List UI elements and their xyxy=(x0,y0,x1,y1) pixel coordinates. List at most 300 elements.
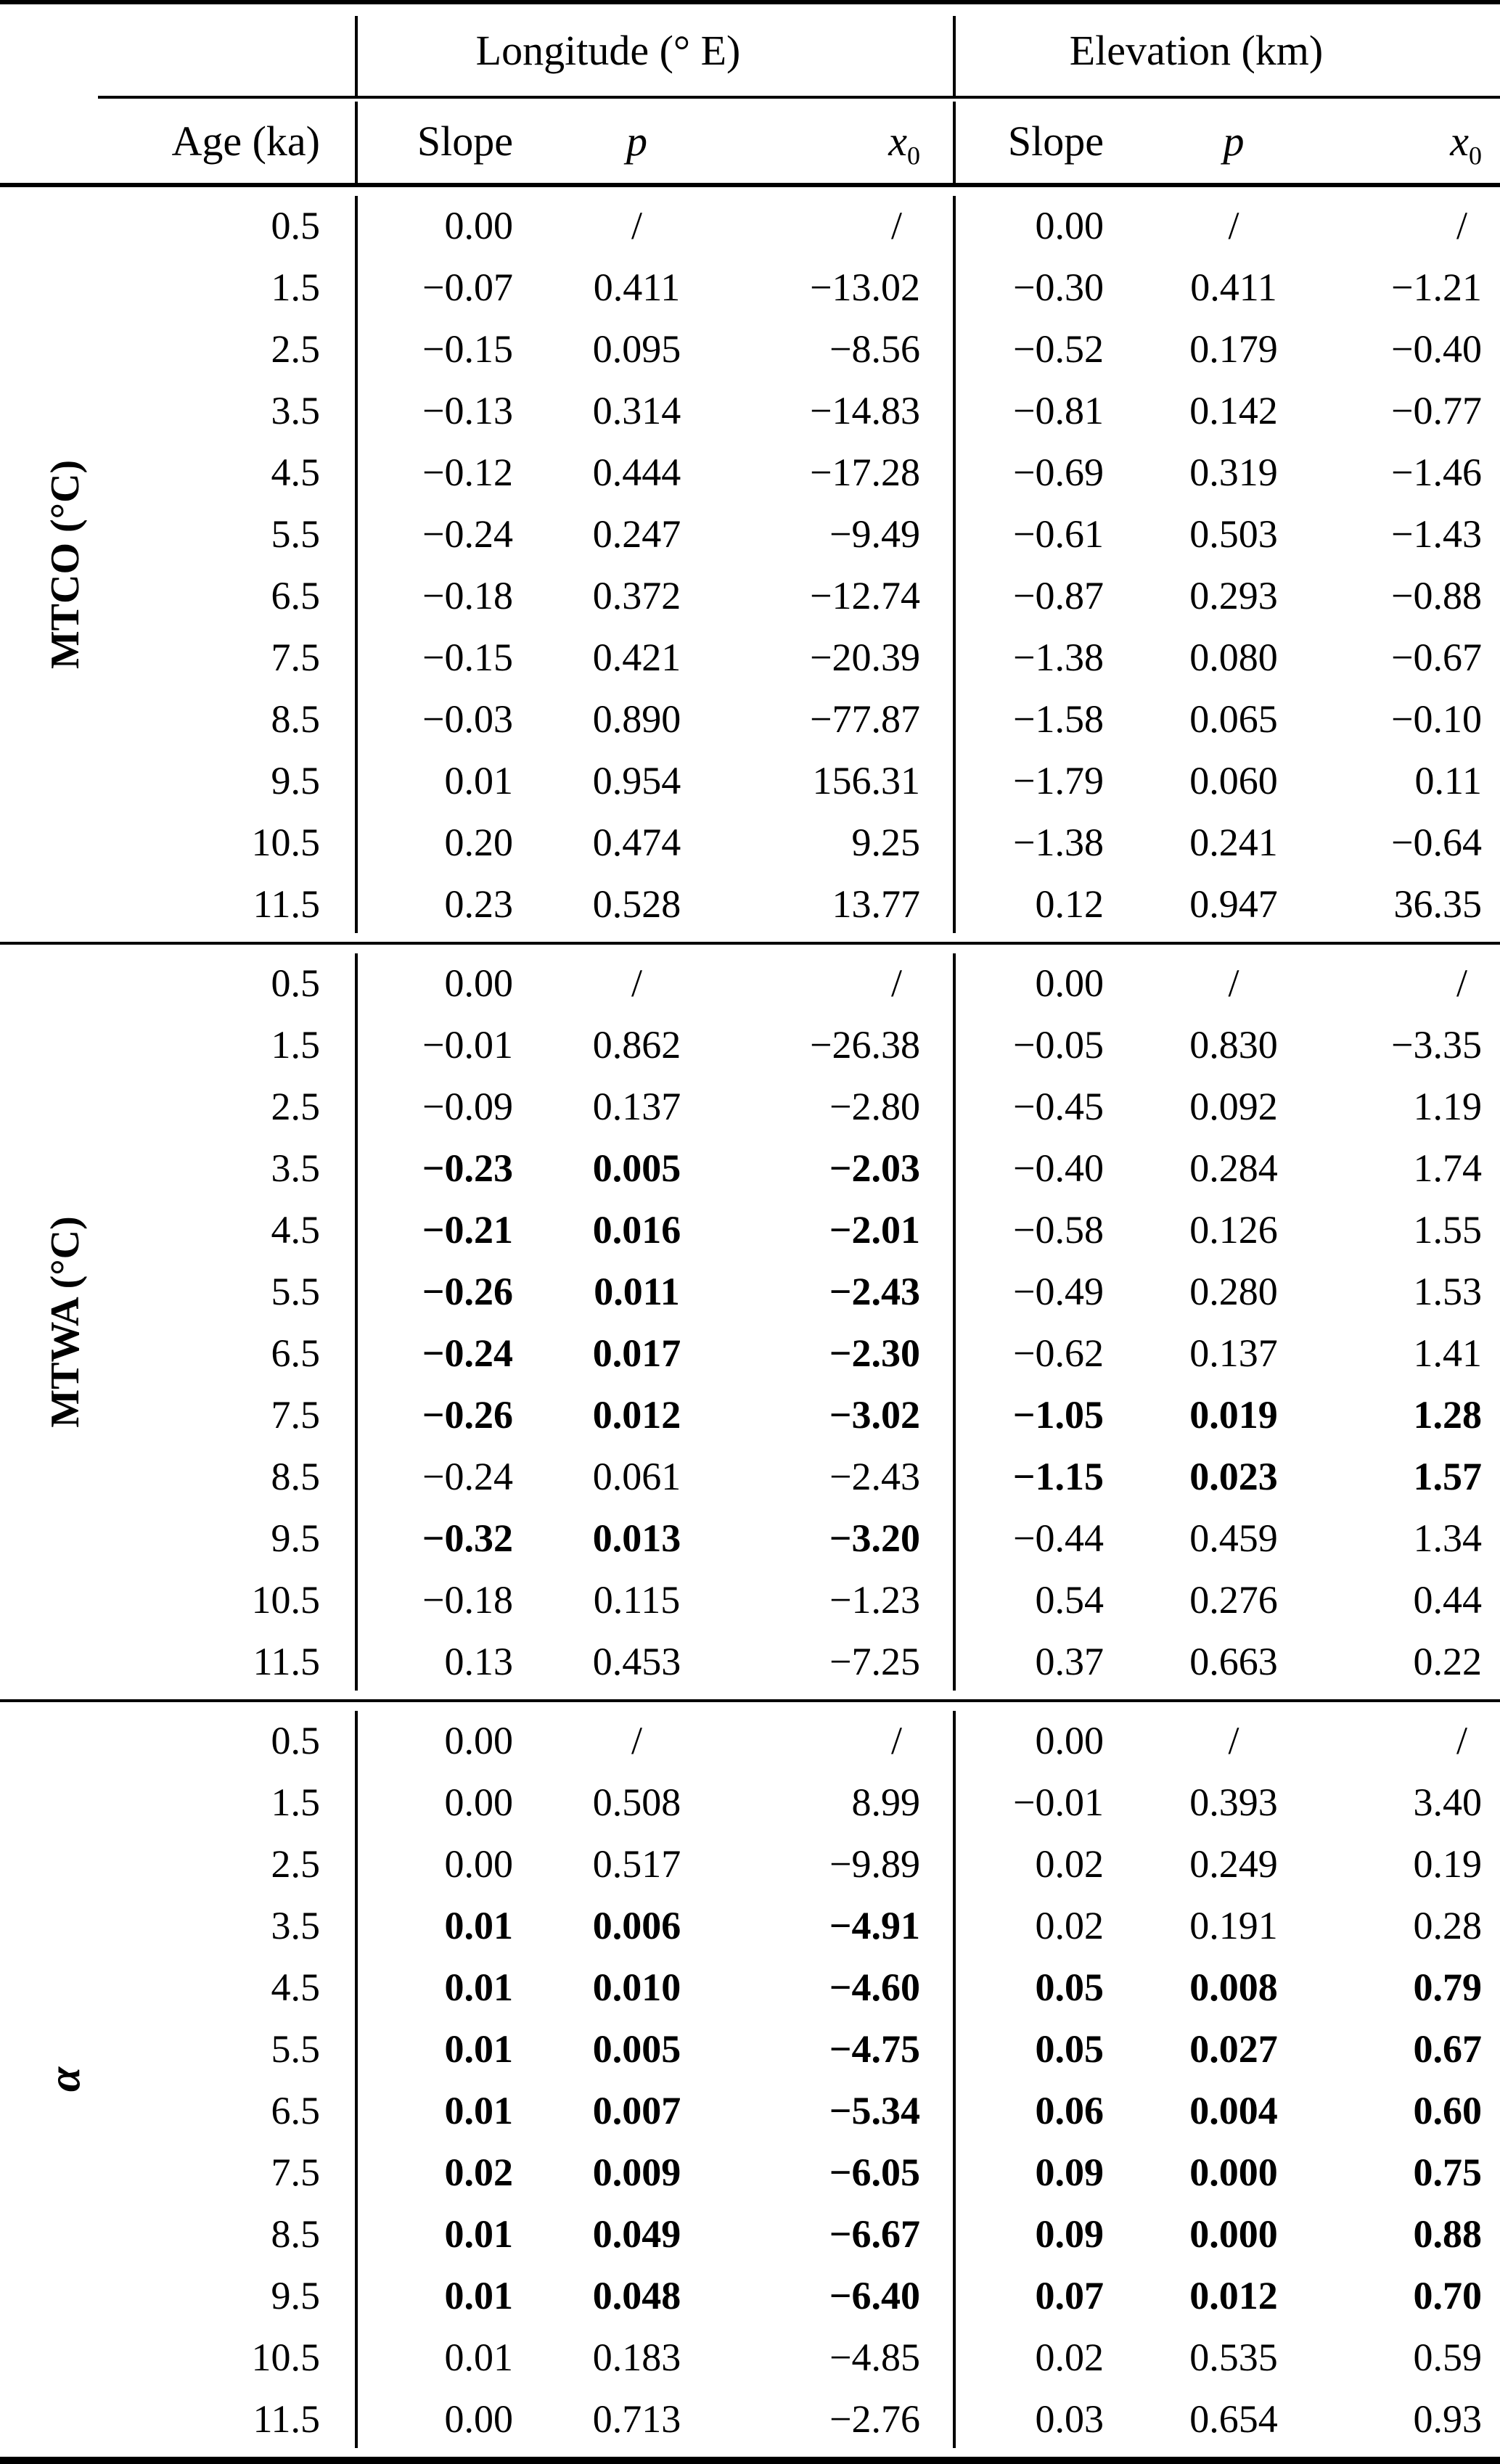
table-row xyxy=(0,1137,1500,1199)
cell-lon-slope: 0.23 xyxy=(444,882,513,926)
cell-elev-p: 0.459 xyxy=(1189,1516,1278,1560)
table-row xyxy=(0,2079,1500,2141)
cell-lon-x0: / xyxy=(890,203,902,247)
cell-elev-slope: −0.87 xyxy=(1013,573,1104,617)
cell-elev-slope: −1.79 xyxy=(1013,758,1104,802)
cell-lon-p: 0.474 xyxy=(592,820,681,864)
age-cell: 7.5 xyxy=(271,1392,320,1437)
age-cell: 3.5 xyxy=(271,1146,320,1190)
age-cell: 5.5 xyxy=(271,2026,320,2071)
cell-elev-p: 0.503 xyxy=(1189,512,1278,556)
cell-elev-slope: −0.62 xyxy=(1013,1331,1104,1375)
cell-elev-x0: −0.40 xyxy=(1391,327,1482,371)
cell-elev-x0: 0.79 xyxy=(1413,1965,1482,2009)
cell-elev-x0: −0.10 xyxy=(1391,697,1482,741)
cell-elev-slope: −0.40 xyxy=(1013,1146,1104,1190)
cell-lon-x0: −1.23 xyxy=(829,1577,920,1622)
group-header-elevation: Elevation (km) xyxy=(1069,26,1324,74)
cell-elev-slope: 0.54 xyxy=(1035,1577,1104,1622)
cell-elev-slope: −0.69 xyxy=(1013,450,1104,494)
cell-elev-p: 0.411 xyxy=(1190,265,1277,309)
table-row xyxy=(0,1384,1500,1445)
column-header-age: Age (ka) xyxy=(171,117,320,165)
cell-lon-p: / xyxy=(631,203,642,247)
cell-lon-slope: −0.24 xyxy=(422,1454,513,1498)
cell-lon-p: 0.013 xyxy=(592,1516,681,1560)
group-header-row xyxy=(0,4,1500,96)
cell-elev-slope: −1.38 xyxy=(1013,635,1104,679)
table-row xyxy=(0,1709,1500,1771)
cell-lon-p: 0.713 xyxy=(592,2397,681,2441)
cell-lon-p: 0.421 xyxy=(592,635,681,679)
cell-elev-p: 0.654 xyxy=(1189,2397,1278,2441)
cell-elev-x0: 1.74 xyxy=(1413,1146,1482,1190)
table-row xyxy=(0,2203,1500,2264)
cell-elev-slope: −0.81 xyxy=(1013,388,1104,432)
cell-elev-x0: 1.55 xyxy=(1413,1207,1482,1252)
table-row xyxy=(0,318,1500,379)
table-row xyxy=(0,952,1500,1014)
cell-lon-slope: −0.26 xyxy=(422,1392,513,1437)
cell-elev-slope: 0.02 xyxy=(1035,1841,1104,1886)
cell-elev-x0: −1.46 xyxy=(1391,450,1482,494)
cell-elev-p: 0.065 xyxy=(1189,697,1278,741)
cell-elev-slope: −0.05 xyxy=(1013,1022,1104,1067)
cell-lon-p: 0.017 xyxy=(592,1331,681,1375)
column-header-p-longitude: p xyxy=(626,117,647,165)
cell-lon-x0: −5.34 xyxy=(829,2088,920,2132)
column-divider xyxy=(355,196,358,933)
cell-elev-x0: −0.88 xyxy=(1391,573,1482,617)
column-divider xyxy=(355,1711,358,2448)
cell-lon-slope: −0.18 xyxy=(422,1577,513,1622)
cell-lon-slope: 0.02 xyxy=(444,2150,513,2194)
cell-lon-p: 0.010 xyxy=(592,1965,681,2009)
age-cell: 2.5 xyxy=(271,1084,320,1128)
age-cell: 6.5 xyxy=(271,573,320,617)
cell-lon-p: / xyxy=(631,961,642,1005)
cell-lon-x0: −6.67 xyxy=(829,2212,920,2256)
table-row xyxy=(0,1956,1500,2018)
cell-elev-x0: 1.19 xyxy=(1413,1084,1482,1128)
age-cell: 10.5 xyxy=(251,820,320,864)
table-header xyxy=(0,4,1500,183)
cell-elev-x0: 1.28 xyxy=(1413,1392,1482,1437)
cell-elev-p: 0.060 xyxy=(1189,758,1278,802)
age-cell: 9.5 xyxy=(271,1516,320,1560)
cell-elev-slope: −1.15 xyxy=(1012,1454,1104,1498)
table-row xyxy=(0,1075,1500,1137)
cell-lon-p: 0.890 xyxy=(592,697,681,741)
table-row xyxy=(0,194,1500,256)
cell-lon-slope: −0.32 xyxy=(422,1516,513,1560)
cell-elev-x0: / xyxy=(1456,203,1467,247)
cell-lon-slope: 0.00 xyxy=(444,1841,513,1886)
cell-elev-x0: −1.21 xyxy=(1391,265,1482,309)
column-divider xyxy=(953,196,956,933)
cell-elev-x0: 36.35 xyxy=(1393,882,1482,926)
cell-elev-slope: −1.38 xyxy=(1013,820,1104,864)
age-cell: 5.5 xyxy=(271,1269,320,1313)
cell-lon-p: 0.005 xyxy=(592,1146,681,1190)
cell-elev-x0: 0.88 xyxy=(1413,2212,1482,2256)
cell-elev-p: / xyxy=(1228,1718,1239,1762)
age-cell: 2.5 xyxy=(271,327,320,371)
cell-lon-slope: 0.20 xyxy=(444,820,513,864)
table-row xyxy=(0,379,1500,441)
cell-elev-p: 0.276 xyxy=(1189,1577,1278,1622)
section-mtco xyxy=(0,187,1500,942)
cell-elev-x0: / xyxy=(1456,1718,1467,1762)
cell-lon-x0: −4.85 xyxy=(829,2335,920,2379)
section-mtwa xyxy=(0,945,1500,1699)
cell-lon-x0: 8.99 xyxy=(851,1780,920,1824)
age-cell: 8.5 xyxy=(271,697,320,741)
column-header-x0-longitude xyxy=(708,117,954,171)
cell-elev-slope: 0.05 xyxy=(1035,1965,1104,2009)
cell-lon-slope: 0.01 xyxy=(444,2335,513,2379)
cell-lon-x0: −2.43 xyxy=(829,1269,920,1313)
column-divider xyxy=(953,953,956,1691)
cell-elev-p: 0.080 xyxy=(1189,635,1278,679)
table-row xyxy=(0,811,1500,873)
cell-elev-p: 0.008 xyxy=(1189,1965,1278,2009)
cell-elev-x0: 0.60 xyxy=(1413,2088,1482,2132)
age-cell: 9.5 xyxy=(271,2273,320,2317)
section-alpha xyxy=(0,1702,1500,2457)
cell-lon-p: 0.048 xyxy=(592,2273,681,2317)
cell-lon-slope: −0.24 xyxy=(422,1331,513,1375)
cell-elev-slope: 0.07 xyxy=(1035,2273,1104,2317)
table-row xyxy=(0,1771,1500,1833)
cell-lon-x0: −2.30 xyxy=(829,1331,920,1375)
age-cell: 6.5 xyxy=(271,2088,320,2132)
cell-lon-slope: −0.12 xyxy=(422,450,513,494)
age-cell: 0.5 xyxy=(271,1718,320,1762)
cell-lon-slope: 0.13 xyxy=(444,1639,513,1683)
cell-elev-x0: 1.53 xyxy=(1413,1269,1482,1313)
cell-lon-p: 0.115 xyxy=(593,1577,681,1622)
rotated-section-label-mtco: MTCO (°C) xyxy=(43,459,88,670)
cell-lon-x0: 156.31 xyxy=(812,758,920,802)
cell-elev-slope: −0.01 xyxy=(1013,1780,1104,1824)
cell-lon-p: 0.009 xyxy=(592,2150,681,2194)
cell-lon-slope: −0.07 xyxy=(422,265,513,309)
table-row xyxy=(0,441,1500,503)
cell-lon-x0: −17.28 xyxy=(810,450,920,494)
cell-elev-slope: 0.03 xyxy=(1035,2397,1104,2441)
cell-lon-slope: 0.00 xyxy=(444,2397,513,2441)
cell-lon-x0: −2.43 xyxy=(829,1454,920,1498)
cell-lon-p: 0.011 xyxy=(594,1269,680,1313)
cell-elev-p: 0.535 xyxy=(1189,2335,1278,2379)
cell-elev-x0: 3.40 xyxy=(1413,1780,1482,1824)
cell-lon-p: 0.006 xyxy=(592,1903,681,1947)
age-cell: 10.5 xyxy=(251,2335,320,2379)
cell-elev-slope: 0.12 xyxy=(1035,882,1104,926)
cell-lon-x0: −4.60 xyxy=(829,1965,920,2009)
cell-elev-p: 0.241 xyxy=(1189,820,1278,864)
age-cell: 2.5 xyxy=(271,1841,320,1886)
cell-lon-x0: −9.89 xyxy=(829,1841,920,1886)
cell-elev-p: 0.319 xyxy=(1189,450,1278,494)
table-row xyxy=(0,688,1500,750)
age-cell: 9.5 xyxy=(271,758,320,802)
cell-elev-x0: / xyxy=(1456,961,1467,1005)
cell-lon-x0: −6.05 xyxy=(829,2150,920,2194)
cell-elev-slope: −0.49 xyxy=(1013,1269,1104,1313)
cell-elev-p: 0.280 xyxy=(1189,1269,1278,1313)
cell-elev-slope: −0.30 xyxy=(1013,265,1104,309)
cell-lon-slope: 0.00 xyxy=(444,203,513,247)
cell-lon-slope: 0.01 xyxy=(444,2026,513,2071)
table-row xyxy=(0,2388,1500,2449)
cell-elev-p: 0.004 xyxy=(1189,2088,1278,2132)
cell-elev-x0: 0.28 xyxy=(1413,1903,1482,1947)
cell-elev-slope: −0.45 xyxy=(1013,1084,1104,1128)
table-row xyxy=(0,1260,1500,1322)
cell-elev-x0: −1.43 xyxy=(1391,512,1482,556)
cell-elev-p: 0.179 xyxy=(1189,327,1278,371)
cell-lon-slope: −0.09 xyxy=(422,1084,513,1128)
column-header-slope-elevation: Slope xyxy=(1007,117,1104,165)
age-cell: 6.5 xyxy=(271,1331,320,1375)
rotated-section-label-alpha: α xyxy=(40,2066,90,2093)
cell-lon-slope: 0.01 xyxy=(444,2273,513,2317)
cell-lon-x0: −14.83 xyxy=(810,388,920,432)
age-cell: 5.5 xyxy=(271,512,320,556)
x0-symbol: x xyxy=(1450,117,1470,165)
cell-elev-slope: −0.61 xyxy=(1013,512,1104,556)
table-row xyxy=(0,564,1500,626)
cell-elev-slope: 0.09 xyxy=(1035,2212,1104,2256)
table-row xyxy=(0,1630,1500,1692)
cell-lon-slope: −0.15 xyxy=(422,327,513,371)
cell-lon-slope: 0.00 xyxy=(444,1718,513,1762)
age-cell: 4.5 xyxy=(271,450,320,494)
column-header-x0-elevation xyxy=(1303,117,1500,171)
cell-lon-slope: 0.01 xyxy=(444,1903,513,1947)
cell-elev-p: / xyxy=(1228,203,1239,247)
cell-elev-slope: 0.00 xyxy=(1035,961,1104,1005)
cell-elev-x0: 0.59 xyxy=(1413,2335,1482,2379)
table-row xyxy=(0,2326,1500,2388)
table-row xyxy=(0,503,1500,564)
cell-lon-x0: −4.91 xyxy=(829,1903,920,1947)
cell-lon-x0: −13.02 xyxy=(810,265,920,309)
cell-lon-x0: −2.76 xyxy=(829,2397,920,2441)
cell-lon-slope: 0.01 xyxy=(444,2212,513,2256)
cell-elev-x0: 0.44 xyxy=(1413,1577,1482,1622)
age-cell: 8.5 xyxy=(271,2212,320,2256)
table-row xyxy=(0,2141,1500,2203)
cell-elev-slope: −0.58 xyxy=(1013,1207,1104,1252)
table-row xyxy=(0,2018,1500,2079)
table-bottom-rule xyxy=(0,2457,1500,2464)
cell-lon-p: 0.007 xyxy=(592,2088,681,2132)
cell-lon-p: 0.247 xyxy=(592,512,681,556)
table-row xyxy=(0,2264,1500,2326)
x0-subscript: 0 xyxy=(1469,141,1482,171)
cell-elev-x0: −0.64 xyxy=(1391,820,1482,864)
cell-lon-slope: 0.00 xyxy=(444,1780,513,1824)
cell-lon-x0: −20.39 xyxy=(810,635,920,679)
cell-elev-slope: −0.44 xyxy=(1013,1516,1104,1560)
cell-lon-x0: −26.38 xyxy=(810,1022,920,1067)
age-cell: 7.5 xyxy=(271,635,320,679)
cell-lon-p: 0.862 xyxy=(592,1022,681,1067)
table-row xyxy=(0,873,1500,935)
column-header-row xyxy=(0,99,1500,183)
age-cell: 0.5 xyxy=(271,203,320,247)
cell-lon-slope: −0.26 xyxy=(422,1269,513,1313)
cell-lon-x0: −3.20 xyxy=(829,1516,920,1560)
cell-lon-p: 0.005 xyxy=(592,2026,681,2071)
cell-lon-slope: 0.00 xyxy=(444,961,513,1005)
table-row xyxy=(0,1894,1500,1956)
cell-elev-x0: 1.41 xyxy=(1413,1331,1482,1375)
x0-subscript: 0 xyxy=(907,141,920,171)
table-row xyxy=(0,1445,1500,1507)
cell-lon-p: 0.016 xyxy=(592,1207,681,1252)
cell-elev-x0: 0.75 xyxy=(1413,2150,1482,2194)
cell-elev-slope: 0.02 xyxy=(1035,2335,1104,2379)
cell-elev-p: 0.293 xyxy=(1189,573,1278,617)
column-divider xyxy=(953,1711,956,2448)
cell-elev-x0: 0.11 xyxy=(1414,758,1482,802)
table-row xyxy=(0,626,1500,688)
x0-symbol: x xyxy=(888,117,908,165)
cell-elev-slope: 0.37 xyxy=(1035,1639,1104,1683)
cell-lon-p: 0.453 xyxy=(592,1639,681,1683)
cell-lon-x0: −2.03 xyxy=(829,1146,920,1190)
cell-lon-slope: 0.01 xyxy=(444,758,513,802)
cell-elev-p: 0.027 xyxy=(1189,2026,1278,2071)
cell-elev-x0: 0.19 xyxy=(1413,1841,1482,1886)
age-cell: 11.5 xyxy=(253,882,320,926)
age-cell: 10.5 xyxy=(251,1577,320,1622)
cell-elev-x0: −0.77 xyxy=(1391,388,1482,432)
cell-elev-p: 0.092 xyxy=(1189,1084,1278,1128)
cell-elev-x0: 0.70 xyxy=(1413,2273,1482,2317)
cell-lon-p: 0.508 xyxy=(592,1780,681,1824)
cell-lon-x0: −77.87 xyxy=(810,697,920,741)
cell-lon-p: 0.183 xyxy=(592,2335,681,2379)
age-cell: 1.5 xyxy=(271,1780,320,1824)
cell-elev-x0: −3.35 xyxy=(1391,1022,1482,1067)
cell-lon-p: 0.095 xyxy=(592,327,681,371)
age-cell: 11.5 xyxy=(253,2397,320,2441)
cell-lon-slope: −0.03 xyxy=(422,697,513,741)
age-cell: 1.5 xyxy=(271,265,320,309)
cell-elev-slope: −1.58 xyxy=(1013,697,1104,741)
cell-elev-p: 0.830 xyxy=(1189,1022,1278,1067)
cell-elev-p: 0.663 xyxy=(1189,1639,1278,1683)
cell-elev-p: 0.000 xyxy=(1189,2150,1278,2194)
cell-elev-x0: 1.57 xyxy=(1413,1454,1482,1498)
cell-elev-p: 0.126 xyxy=(1189,1207,1278,1252)
table-row xyxy=(0,1569,1500,1630)
cell-lon-slope: 0.01 xyxy=(444,2088,513,2132)
cell-lon-x0: 9.25 xyxy=(851,820,920,864)
cell-lon-p: 0.954 xyxy=(592,758,681,802)
cell-lon-x0: −3.02 xyxy=(829,1392,920,1437)
cell-lon-x0: −8.56 xyxy=(829,327,920,371)
cell-lon-slope: −0.18 xyxy=(422,573,513,617)
cell-lon-p: / xyxy=(631,1718,642,1762)
age-cell: 0.5 xyxy=(271,961,320,1005)
table-body xyxy=(0,187,1500,2457)
cell-lon-x0: −2.80 xyxy=(829,1084,920,1128)
cell-lon-x0: −12.74 xyxy=(810,573,920,617)
cell-elev-p: 0.142 xyxy=(1189,388,1278,432)
table-row xyxy=(0,1322,1500,1384)
cell-elev-p: 0.191 xyxy=(1189,1903,1278,1947)
cell-elev-x0: 0.93 xyxy=(1413,2397,1482,2441)
cell-elev-p: 0.249 xyxy=(1189,1841,1278,1886)
cell-lon-p: 0.314 xyxy=(592,388,681,432)
cell-elev-slope: 0.02 xyxy=(1035,1903,1104,1947)
age-cell: 4.5 xyxy=(271,1965,320,2009)
cell-lon-x0: −2.01 xyxy=(829,1207,920,1252)
age-cell: 8.5 xyxy=(271,1454,320,1498)
cell-elev-slope: −1.05 xyxy=(1012,1392,1104,1437)
cell-elev-p: 0.947 xyxy=(1189,882,1278,926)
cell-lon-p: 0.372 xyxy=(592,573,681,617)
cell-lon-slope: −0.01 xyxy=(422,1022,513,1067)
cell-elev-x0: 0.67 xyxy=(1413,2026,1482,2071)
table-row xyxy=(0,1833,1500,1894)
cell-elev-slope: 0.09 xyxy=(1035,2150,1104,2194)
table-row xyxy=(0,256,1500,318)
cell-elev-x0: 1.34 xyxy=(1413,1516,1482,1560)
age-cell: 4.5 xyxy=(271,1207,320,1252)
cell-lon-x0: 13.77 xyxy=(832,882,920,926)
column-divider xyxy=(355,953,358,1691)
group-header-longitude: Longitude (° E) xyxy=(475,26,741,74)
cell-elev-p: 0.393 xyxy=(1189,1780,1278,1824)
cell-elev-slope: 0.00 xyxy=(1035,1718,1104,1762)
cell-lon-x0: −6.40 xyxy=(829,2273,920,2317)
cell-lon-p: 0.411 xyxy=(593,265,681,309)
cell-lon-slope: −0.23 xyxy=(422,1146,513,1190)
cell-lon-x0: −4.75 xyxy=(829,2026,920,2071)
cell-lon-p: 0.061 xyxy=(592,1454,681,1498)
cell-lon-x0: −9.49 xyxy=(829,512,920,556)
cell-elev-p: / xyxy=(1228,961,1239,1005)
table-row xyxy=(0,1507,1500,1569)
rotated-section-label-mtwa: MTWA (°C) xyxy=(43,1216,88,1428)
table-row xyxy=(0,1014,1500,1075)
age-cell: 3.5 xyxy=(271,388,320,432)
table-row xyxy=(0,1199,1500,1260)
cell-lon-x0: −7.25 xyxy=(829,1639,920,1683)
cell-lon-x0: / xyxy=(890,961,902,1005)
cell-elev-p: 0.000 xyxy=(1189,2212,1278,2256)
cell-elev-p: 0.137 xyxy=(1189,1331,1278,1375)
table-row xyxy=(0,750,1500,811)
cell-lon-p: 0.528 xyxy=(592,882,681,926)
cell-elev-slope: 0.06 xyxy=(1035,2088,1104,2132)
cell-lon-p: 0.137 xyxy=(592,1084,681,1128)
age-cell: 11.5 xyxy=(253,1639,320,1683)
cell-elev-slope: −0.52 xyxy=(1013,327,1104,371)
cell-lon-slope: −0.21 xyxy=(422,1207,513,1252)
cell-lon-slope: −0.15 xyxy=(422,635,513,679)
cell-lon-slope: 0.01 xyxy=(444,1965,513,2009)
age-cell: 3.5 xyxy=(271,1903,320,1947)
age-cell: 7.5 xyxy=(271,2150,320,2194)
